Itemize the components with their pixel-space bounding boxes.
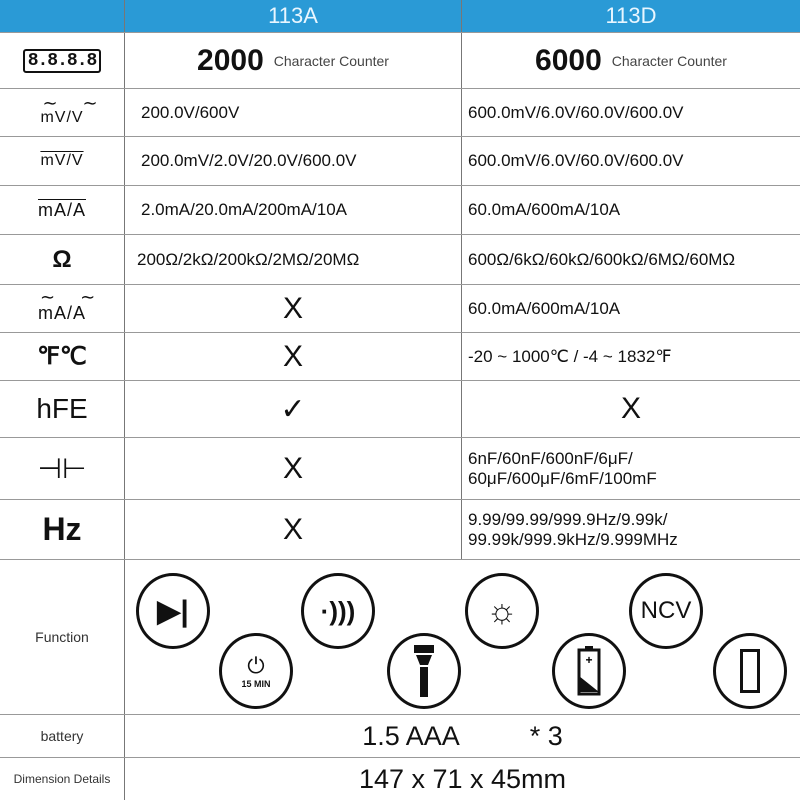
diode-icon: ▶| — [136, 573, 210, 649]
dimension-label: Dimension Details — [0, 758, 125, 800]
spec-row — [0, 333, 800, 381]
dimension-value: 147 x 71 x 45mm — [358, 763, 567, 794]
spec-113a: ✓ — [125, 381, 462, 437]
battery-value: 1.5 AAA — [362, 720, 460, 751]
header-113a: 113A — [125, 0, 462, 32]
battery-count: * 3 — [529, 720, 563, 751]
hfe-icon: hFE — [36, 393, 88, 424]
spec-113d: 600.0mV/6.0V/60.0V/600.0V — [468, 151, 684, 170]
dc-voltage-icon: mV/V — [40, 152, 84, 169]
spec-113a: X — [125, 285, 462, 332]
spec-row — [0, 235, 800, 285]
display-hold-icon — [713, 633, 787, 709]
dc-current-icon: mA/A — [37, 199, 86, 220]
battery-row — [0, 715, 800, 758]
spec-row — [0, 186, 800, 235]
spec-row — [0, 89, 800, 137]
spec-113a: 200Ω/2kΩ/200kΩ/2MΩ/20MΩ — [125, 235, 462, 284]
spec-113d: 9.99/99.99/999.9Hz/9.99k/ 99.99k/999.9kHz/9.999MHz — [468, 509, 678, 549]
flashlight-icon — [387, 633, 461, 709]
battery-level-icon — [552, 633, 626, 709]
ac-voltage-icon: ∼ ∼ mV/V — [40, 99, 83, 127]
display-digits-icon: 8.8.8.8 — [23, 49, 102, 73]
spec-113a: X — [125, 500, 462, 559]
header-113d: 113D — [462, 0, 800, 32]
temperature-icon: ℉℃ — [37, 343, 87, 370]
spec-113a: X — [125, 438, 462, 499]
spec-113d: X — [620, 392, 641, 425]
frequency-icon: Hz — [42, 511, 82, 547]
counts-row — [0, 33, 800, 89]
spec-row — [0, 438, 800, 500]
resistance-icon: Ω — [52, 245, 72, 273]
spec-113a: 200.0V/600V — [125, 89, 462, 136]
spec-113d: 60.0mA/600mA/10A — [468, 298, 621, 318]
svg-text:+: + — [585, 653, 593, 667]
spec-row — [0, 381, 800, 438]
spec-113d: 60.0mA/600mA/10A — [468, 200, 621, 219]
spec-113a: 200.0mV/2.0V/20.0V/600.0V — [125, 137, 462, 185]
counts-113d: 6000 — [535, 43, 602, 77]
battery-label: battery — [0, 715, 125, 757]
ac-current-icon: ∼ ∼ mA/A — [38, 293, 86, 324]
ncv-icon: NCV — [629, 573, 703, 649]
header-blank — [0, 0, 125, 32]
backlight-icon: ☼ — [465, 573, 539, 649]
spec-113d: 600.0mV/6.0V/60.0V/600.0V — [468, 102, 684, 122]
counts-note: Character Counter — [273, 52, 389, 69]
header-row — [0, 0, 800, 33]
dimension-row — [0, 758, 800, 800]
auto-power-off-icon: ⏻ 15 MIN — [219, 633, 293, 709]
spec-113d: 600Ω/6kΩ/60kΩ/600kΩ/6MΩ/60MΩ — [468, 249, 736, 269]
spec-row — [0, 285, 800, 333]
counts-note: Character Counter — [611, 52, 727, 69]
spec-113a: 2.0mA/20.0mA/200mA/10A — [125, 186, 462, 234]
function-row — [0, 560, 800, 715]
spec-113d: 6nF/60nF/600nF/6μF/ 60μF/600μF/6mF/100mF — [468, 448, 657, 488]
continuity-buzzer-icon: ·))) — [301, 573, 375, 649]
function-label: Function — [0, 560, 125, 714]
spec-row — [0, 137, 800, 186]
spec-row — [0, 500, 800, 560]
counts-113a: 2000 — [197, 43, 264, 77]
capacitor-icon: ⊣⊢ — [37, 453, 87, 484]
spec-113d: -20 ~ 1000℃ / -4 ~ 1832℉ — [468, 346, 672, 366]
spec-113a: X — [125, 333, 462, 380]
